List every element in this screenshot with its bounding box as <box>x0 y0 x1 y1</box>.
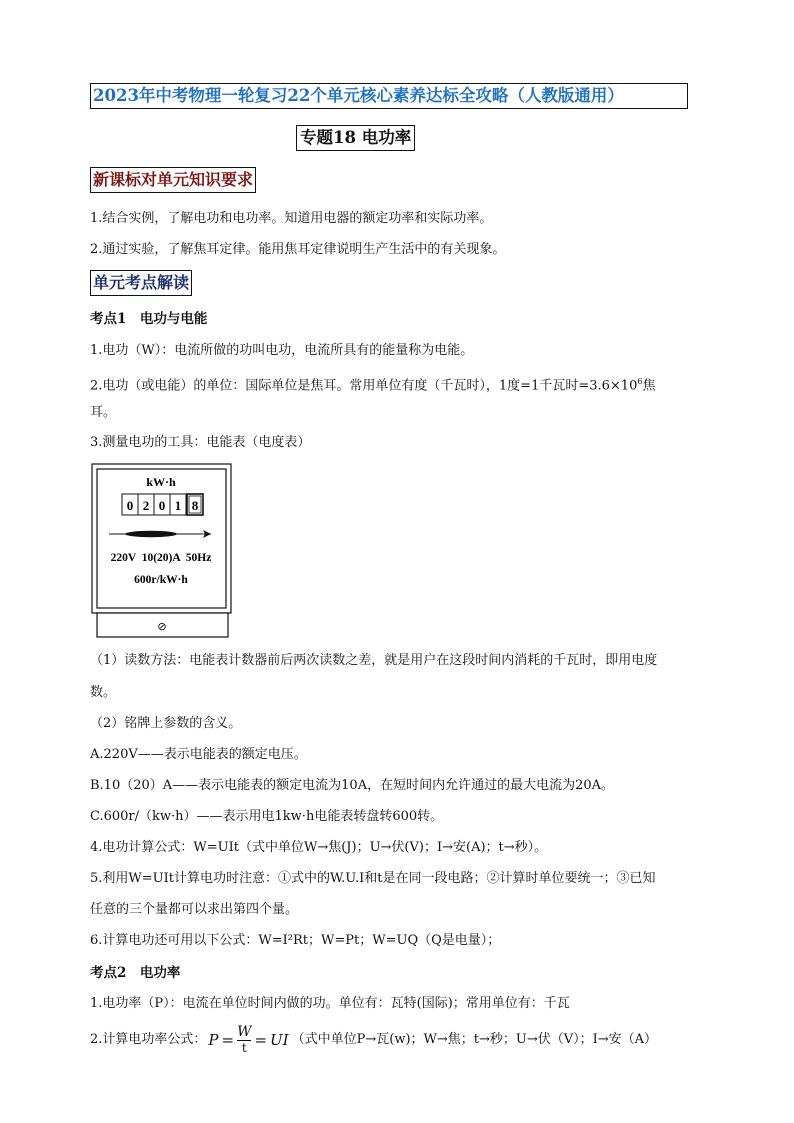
formula-numerator: W <box>237 1023 252 1040</box>
kp1-reading-1a: （1）读数方法：电能表计数器前后两次读数之差，就是用户在这段时间内消耗的千瓦时，即用电度 <box>90 653 658 668</box>
meter-terminal-icon: ⊘ <box>157 620 167 633</box>
section-heading-analysis: 单元考点解读 <box>90 270 192 296</box>
kp1-reading-2: （2）铭牌上参数的含义。 <box>90 716 242 731</box>
topic-title: 专题18 电功率 <box>296 125 415 151</box>
requirement-item-1: 1.结合实例，了解电功和电功率。知道用电器的额定功率和实际功率。 <box>90 211 493 226</box>
kp1-title: 考点1 电功与电能 <box>90 311 208 327</box>
kp1-param-b: B.10（20）A——表示电能表的额定电流为10A，在短时间内允许通过的最大电流为20A。 <box>90 778 615 793</box>
kp1-param-c: C.600r/（kw·h）——表示用电1kw·h电能表转盘转600转。 <box>90 809 444 824</box>
kp1-line-2-sup: 6 <box>637 377 643 386</box>
kp1-line-2-a: 2.电功（或电能）的单位：国际单位是焦耳。常用单位有度（千瓦时），1度=1千瓦时=3.6×10 <box>90 378 638 394</box>
kp1-line-2-cont: 耳。 <box>90 405 117 420</box>
meter-digit-4: 1 <box>174 498 182 513</box>
kp1-line-2 <box>90 373 655 395</box>
meter-digit-5: 8 <box>191 498 199 513</box>
meter-counter <box>122 494 203 515</box>
meter-spec-line-2: 600r/kW·h <box>134 574 188 586</box>
meter-digit-3: 0 <box>158 498 166 513</box>
kp2-line-1: 1.电功率（P）：电流在单位时间内做的功。单位有：瓦特(国际)；常用单位有：千瓦 <box>90 996 570 1011</box>
kp1-line-5b: 任意的三个量都可以求出第四个量。 <box>90 902 299 917</box>
formula-equals-1: = <box>221 1031 235 1049</box>
kp1-line-6: 6.计算电功还可用以下公式：W=I²Rt；W=Pt；W=UQ（Q是电量）； <box>90 933 501 948</box>
kp2-line-2-pre: 2.计算电功率公式： <box>90 1032 207 1047</box>
kp1-param-a: A.220V——表示电能表的额定电压。 <box>90 747 307 762</box>
kp1-reading-1b: 数。 <box>90 685 117 700</box>
document-title: 2023年中考物理一轮复习22个单元核心素养达标全攻略（人教版通用） <box>90 83 688 109</box>
meter-unit-label: kW·h <box>146 475 176 489</box>
meter-spec-line-1: 220V 10(20)A 50Hz <box>110 552 212 564</box>
meter-digit-2: 2 <box>142 498 150 513</box>
meter-digit-1: 0 <box>126 498 134 513</box>
kp1-line-3: 3.测量电功的工具：电能表（电度表） <box>90 435 311 450</box>
requirement-item-2: 2.通过实验，了解焦耳定律。能用焦耳定律说明生产生活中的有关现象。 <box>90 242 506 257</box>
formula-equals-2: = <box>254 1031 268 1049</box>
kp1-line-4: 4.电功计算公式：W=UIt（式中单位W→焦(J)；U→伏(V)；I→安(A)；t→秒）。 <box>90 840 548 855</box>
formula-denominator: t <box>241 1040 247 1055</box>
formula-ui: UI <box>270 1031 289 1049</box>
kp1-line-5a: 5.利用W=UIt计算电功时注意：①式中的W.U.I和t是在同一段电路；②计算时单位要统一；③已知 <box>90 871 656 886</box>
kp2-line-2-post: （式中单位P→瓦(w)；W→焦；t→秒；U→伏（V）；I→安（A） <box>291 1032 658 1047</box>
formula-p: P <box>208 1031 219 1049</box>
kp2-line-2 <box>90 1020 657 1060</box>
section-heading-requirements: 新课标对单元知识要求 <box>90 167 256 193</box>
meter-inner-frame <box>97 469 226 608</box>
kp1-line-2-b: 焦 <box>642 378 656 394</box>
energy-meter-figure <box>91 463 232 638</box>
kp2-title: 考点2 电功率 <box>90 965 181 981</box>
kp1-line-1: 1.电功（W）：电流所做的功叫电功，电流所具有的能量称为电能。 <box>90 343 474 358</box>
formula-fraction <box>237 1025 251 1056</box>
